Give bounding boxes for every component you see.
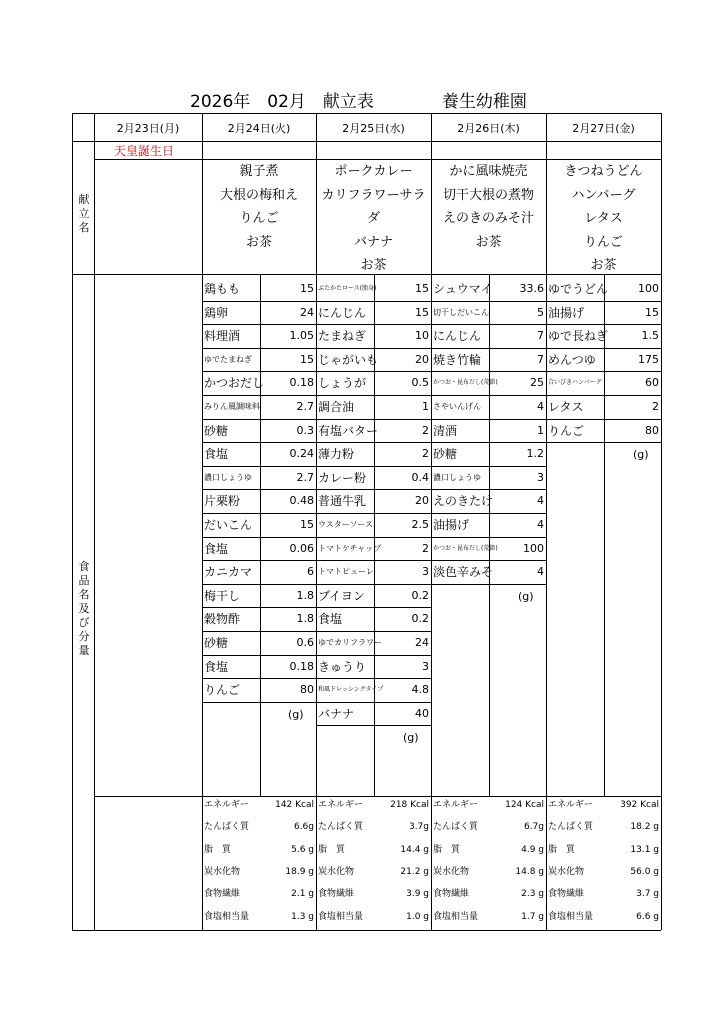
nutrition-value: 218 Kcal (390, 800, 429, 810)
ingredient-name: 砂糖 (433, 447, 458, 462)
ingredient-qty: 80 (300, 683, 314, 697)
column-divider (94, 113, 95, 930)
ingredient-name: 濃口しょうゆ (204, 472, 252, 482)
ingredient-name: 焼き竹輪 (433, 352, 482, 367)
ingredient-name: 淡色辛みそ (433, 565, 494, 580)
ingredient-name: きゅうり (318, 659, 367, 674)
ingredient-name: ぶたかたロース(脂身) (318, 285, 377, 292)
nutrition-value: 14.4 g (400, 844, 429, 855)
ingredient-name: トマトケチャップ (318, 543, 382, 553)
ingredient-name: トマトピューレ (318, 567, 374, 577)
ingredient-qty: 1.8 (296, 588, 314, 602)
ingredient-qty: 24 (300, 305, 314, 319)
column-divider (72, 113, 73, 930)
ingredient-name: たまねぎ (318, 329, 367, 344)
ingredient-qty: 20 (415, 494, 429, 508)
nutrition-label: 炭水化物 (548, 866, 585, 877)
ingredient-name: 食塩 (204, 541, 229, 556)
nutrition-label: エネルギー (318, 800, 364, 810)
ingredient-name: 有塩バター (318, 423, 379, 438)
menu-item: カリフラワーサラダ (321, 187, 426, 226)
nutrition-label: 食塩相当量 (204, 911, 250, 922)
ingredient-qty: 1 (422, 400, 429, 413)
ingredient-name: ゆで長ねぎ (548, 329, 609, 344)
ingredient-qty: 0.3 (296, 423, 314, 437)
ingredient-name: シュウマイ (433, 282, 493, 296)
nutrition-value: 56.0 g (630, 866, 659, 877)
ingredient-qty: 4 (537, 400, 544, 413)
ingredient-name: 梅干し (204, 588, 241, 603)
nutrition-label: 炭水化物 (204, 866, 241, 877)
ingredient-name: 調合油 (318, 400, 355, 414)
nutrition-value: 6.7g (523, 822, 544, 833)
ingredient-qty: 175 (638, 352, 659, 366)
nutrition-label: エネルギー (204, 800, 250, 810)
unit-label: (g) (633, 448, 649, 462)
ingredient-qty: 25 (530, 376, 544, 390)
ingredient-qty: 3 (422, 565, 429, 579)
ingredient-name: 合いびきハンバーグ (548, 379, 602, 387)
ingredient-name: ゆでカリフラワー (318, 638, 382, 647)
nutrition-value: 124 Kcal (505, 800, 544, 810)
ingredient-name: ゆでたまねぎ (204, 354, 252, 364)
nutrition-value: 2.3 g (521, 889, 544, 900)
nutrition-label: 食塩相当量 (318, 911, 364, 922)
ingredient-name: 鶏卵 (204, 305, 229, 320)
nutrition-value: 5.6 g (291, 844, 314, 855)
nutrition-value: 2.1 g (291, 889, 314, 900)
unit-label: (g) (518, 589, 534, 603)
ingredient-name: さやいんげん (433, 402, 481, 411)
menu-item: りんご (239, 211, 279, 226)
ingredient-name: えのきたけ (433, 494, 494, 509)
nutrition-value: 14.8 g (515, 866, 544, 877)
ingredient-name: 穀物酢 (204, 612, 241, 627)
nutrition-label: 食物繊維 (318, 889, 355, 900)
ingredient-qty: 15 (300, 282, 314, 295)
nutrition-label: 炭水化物 (318, 866, 355, 877)
nutrition-value: 1.3 g (291, 911, 314, 922)
ingredient-name: 和風ドレッシングタイプ (318, 686, 384, 694)
nutrition-label: 食物繊維 (433, 889, 470, 900)
nutrition-value: 3.7 g (636, 889, 659, 900)
ingredient-qty: 2.5 (411, 518, 429, 531)
ingredient-qty: 2 (422, 423, 429, 437)
ingredient-name: 鶏もも (204, 282, 241, 296)
nutrition-label: 食塩相当量 (433, 911, 479, 922)
ingredient-qty: 2 (422, 541, 429, 555)
ingredient-name: 食塩 (318, 612, 343, 627)
ingredient-qty: 1.5 (641, 329, 659, 343)
ingredient-qty: 15 (300, 352, 314, 366)
ingredient-qty: 1 (537, 423, 544, 437)
ingredient-qty: 3 (537, 470, 544, 484)
menu-item: りんご (583, 234, 623, 250)
nutrition-value: 18.9 g (285, 866, 314, 877)
holiday-note: 天皇誕生日 (114, 144, 175, 158)
nutrition-value: 21.2 g (400, 866, 429, 877)
menu-section-label: 献 立 名 (78, 193, 90, 234)
ingredient-qty: 33.6 (519, 282, 544, 295)
nutrition-label: たんぱく質 (204, 822, 250, 833)
nutrition-value: 1.7 g (521, 911, 544, 922)
nutrition-value: 1.0 g (406, 911, 429, 922)
page-title: 2026年 02月 献立表 養生幼稚園 (190, 92, 527, 112)
nutrition-label: 炭水化物 (433, 866, 470, 877)
menu-item: 大根の梅和え (219, 187, 298, 203)
food-section-label: 食 品 名 及 び 分 量 (78, 560, 90, 657)
date-header: 2月25日(水) (342, 122, 405, 135)
ingredient-name: ウスターソース (318, 520, 374, 529)
menu-item: きつねうどん (564, 164, 643, 179)
ingredient-qty: 4 (537, 518, 544, 531)
menu-item: 親子煮 (239, 164, 279, 179)
ingredient-name: だいこん (204, 518, 253, 532)
nutrition-label: 食塩相当量 (548, 911, 594, 922)
column-divider (661, 113, 662, 930)
menu-item: ポークカレー (334, 164, 413, 179)
nutrition-value: 3.9 g (406, 889, 429, 900)
ingredient-qty: 60 (645, 376, 659, 390)
ingredient-qty: 24 (415, 636, 429, 649)
ingredient-qty: 6 (307, 565, 314, 579)
ingredient-name: 切干しだいこん (433, 307, 489, 317)
ingredient-name: 濃口しょうゆ (433, 472, 481, 482)
ingredient-qty: 7 (537, 329, 544, 343)
ingredient-qty: 0.48 (289, 494, 314, 508)
ingredient-qty: 3 (422, 659, 429, 673)
ingredient-name: 油揚げ (548, 305, 585, 320)
ingredient-name: みりん風調味料 (204, 402, 260, 411)
ingredient-qty: 0.06 (289, 541, 314, 555)
ingredient-name: りんご (204, 683, 241, 698)
ingredient-name: かつおだし (204, 376, 265, 391)
ingredient-name: 料理酒 (204, 329, 241, 344)
ingredient-qty: 4 (537, 565, 544, 579)
ingredient-qty: 7 (537, 352, 544, 366)
ingredient-name: かつお・昆布だし(荒節) (433, 379, 498, 387)
ingredient-qty: 0.2 (411, 612, 429, 626)
ingredient-row-line (546, 442, 661, 443)
menu-list (546, 160, 661, 278)
ingredient-qty: 40 (415, 706, 429, 720)
ingredient-name: 食塩 (204, 659, 229, 674)
ingredient-name: かつお・昆布だし(荒節) (433, 544, 498, 552)
qty-column-divider (260, 275, 261, 796)
ingredient-name: カニカマ (204, 565, 253, 580)
menu-item: お茶 (245, 234, 272, 250)
ingredient-qty: 100 (638, 282, 659, 295)
nutrition-label: たんぱく質 (433, 822, 479, 833)
ingredient-qty: 1.05 (289, 329, 314, 343)
ingredient-name: 砂糖 (204, 636, 229, 650)
menu-item: ハンバーグ (571, 187, 636, 203)
date-header: 2月24日(火) (227, 122, 291, 135)
date-header: 2月26日(木) (457, 122, 520, 135)
ingredient-name: 砂糖 (204, 423, 229, 438)
nutrition-value: 13.1 g (630, 844, 659, 855)
menu-item: レタス (584, 211, 623, 226)
table-border-top (72, 113, 661, 114)
unit-label: (g) (403, 731, 419, 745)
nutrition-label: エネルギー (433, 800, 479, 810)
nutrition-value: 6.6 g (636, 911, 659, 922)
ingredient-qty: 0.4 (411, 470, 429, 484)
ingredient-name: にんじん (318, 305, 367, 320)
ingredient-qty: 10 (415, 329, 429, 343)
ingredient-qty: 0.18 (289, 659, 314, 673)
nutrition-label: エネルギー (548, 800, 594, 810)
ingredient-qty: 100 (523, 541, 544, 555)
menu-list (431, 160, 546, 254)
ingredient-qty: 4.8 (411, 683, 429, 697)
menu-item: お茶 (590, 258, 617, 273)
ingredient-qty: 2.7 (296, 400, 314, 413)
ingredient-qty: 15 (415, 305, 429, 319)
nutrition-label: 脂 質 (204, 844, 232, 855)
ingredient-qty: 5 (537, 305, 544, 319)
ingredient-name: 普通牛乳 (318, 494, 367, 509)
ingredient-name: バナナ (318, 706, 355, 721)
ingredient-name: めんつゆ (548, 352, 596, 367)
nutrition-label: たんぱく質 (318, 822, 364, 833)
menu-list (316, 160, 431, 278)
menu-item: かに風味焼売 (449, 164, 528, 179)
nutrition-value: 392 Kcal (620, 800, 659, 810)
nutrition-value: 6.6g (293, 822, 314, 833)
ingredient-name: りんご (548, 423, 585, 438)
ingredient-name: にんじん (433, 329, 482, 344)
nutrition-value: 18.2 g (630, 822, 659, 833)
ingredient-name: 清酒 (433, 423, 458, 438)
ingredient-qty: 0.18 (289, 376, 314, 390)
nutrition-label: たんぱく質 (548, 822, 594, 833)
ingredient-name: 食塩 (204, 447, 229, 462)
ingredient-name: 薄力粉 (318, 447, 355, 462)
nutrition-label: 脂 質 (318, 844, 346, 855)
ingredient-qty: 20 (415, 352, 429, 366)
ingredient-qty: 0.2 (411, 588, 429, 602)
ingredient-qty: 4 (537, 494, 544, 508)
ingredient-qty: 80 (645, 423, 659, 437)
ingredient-qty: 2.7 (296, 470, 314, 484)
ingredient-name: レタス (548, 400, 584, 414)
date-header: 2月27日(金) (572, 122, 635, 135)
nutrition-label: 脂 質 (548, 844, 576, 855)
ingredient-qty: 15 (415, 282, 429, 295)
nutrition-label: 食物繊維 (548, 889, 585, 900)
nutrition-label: 食物繊維 (204, 889, 241, 900)
ingredient-name: しょうが (318, 376, 367, 391)
qty-column-divider (604, 275, 605, 796)
nutrition-value: 142 Kcal (275, 800, 314, 810)
nutrition-value: 3.7g (408, 822, 429, 833)
date-header: 2月23日(月) (116, 122, 180, 135)
ingredient-qty: 2 (652, 400, 659, 413)
menu-item: バナナ (353, 234, 393, 250)
ingredient-name: じゃがいも (318, 352, 379, 367)
ingredient-qty: 2 (422, 447, 429, 461)
menu-item: お茶 (360, 258, 387, 273)
ingredient-qty: 0.6 (296, 636, 314, 649)
nutrition-label: 脂 質 (433, 844, 461, 855)
nutrition-value: 4.9 g (521, 844, 544, 855)
table-border-bottom (72, 930, 661, 931)
ingredient-name: ゆでうどん (548, 282, 609, 296)
ingredient-qty: 15 (300, 518, 314, 531)
qty-column-divider (489, 275, 490, 796)
ingredient-name: 油揚げ (433, 518, 470, 532)
menu-list (202, 160, 316, 254)
ingredient-qty: 0.24 (289, 447, 314, 461)
ingredient-qty: 0.5 (411, 376, 429, 390)
ingredient-row-line (316, 725, 431, 726)
ingredient-qty: 15 (645, 305, 659, 319)
menu-item: お茶 (475, 234, 502, 250)
ingredient-qty: 1.2 (526, 447, 544, 461)
menu-item: 切干大根の煮物 (442, 187, 534, 203)
ingredient-qty: 1.8 (296, 612, 314, 626)
ingredient-name: カレー粉 (318, 470, 367, 485)
unit-label: (g) (288, 707, 304, 721)
ingredient-name: 片栗粉 (204, 494, 241, 509)
ingredient-name: ブイヨン (318, 588, 365, 603)
menu-item: えのきのみそ汁 (442, 211, 534, 226)
